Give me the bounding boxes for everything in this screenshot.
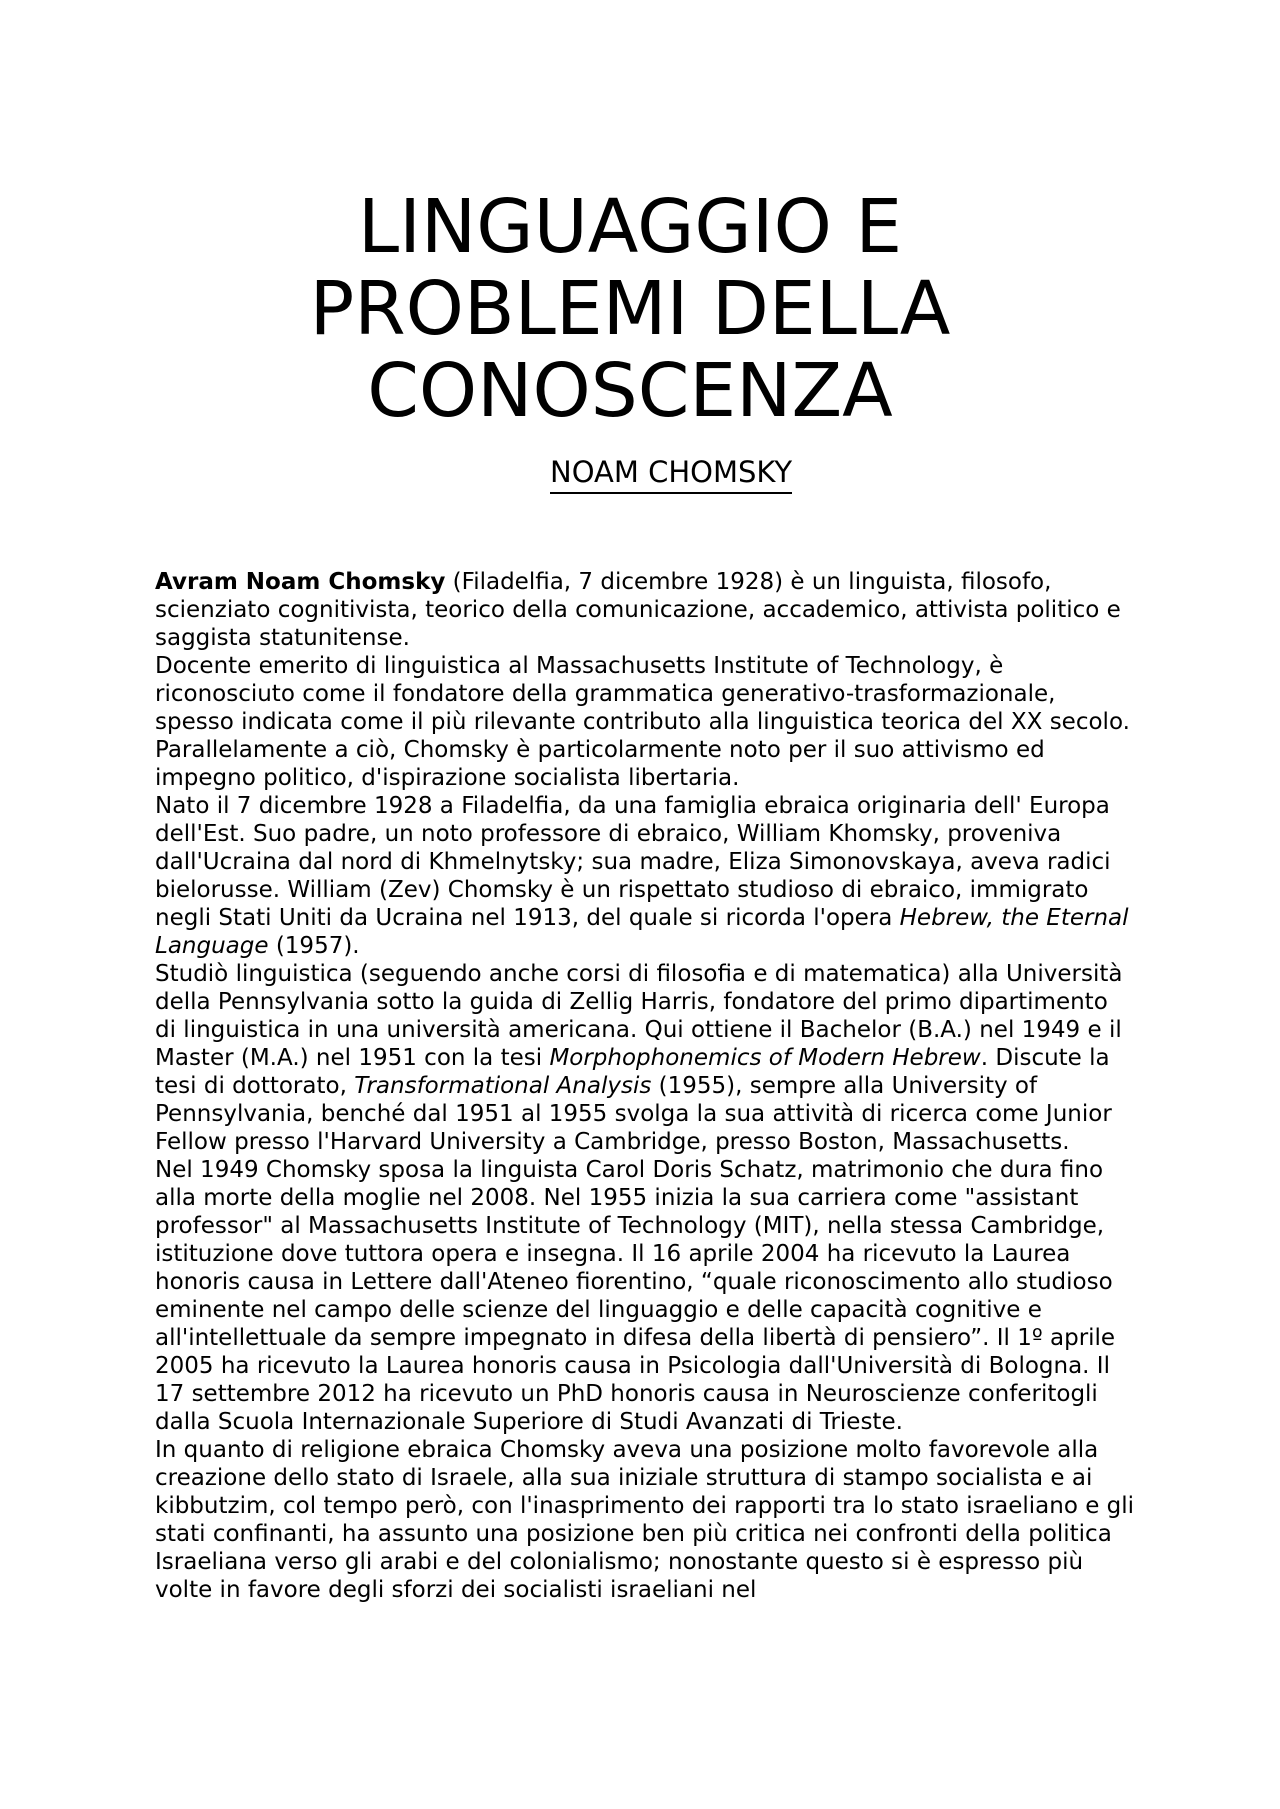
education-text-3: (1955), sempre alla University of Pennsylvania, benché dal 1951 al 1955 svolga la sua attività di ricerca come Junior Fellow presso l'Harvard University a Cambridge, presso Boston, Massachusetts. [155, 1073, 1112, 1155]
paragraph-career: Docente emerito di linguistica al Massachusetts Institute of Technology, è riconosciuto come il fondatore della grammatica generativo-trasformazionale, spesso indicata come il più rilevante contributo alla linguistica teorica del XX secolo. Parallelamente a ciò, Chomsky è particolarmente noto per il suo attivismo ed impegno politico, d'ispirazione socialista libertaria. [155, 653, 1130, 791]
body-text [155, 568, 1135, 1604]
intro-text: (Filadelfia, 7 dicembre 1928) è un linguista, filosofo, scienziato cognitivista, teorico della comunicazione, accademico, attivista politico e saggista statunitense. [155, 569, 1121, 651]
paragraph-family [155, 792, 1135, 960]
dissertation-title-italic: Transformational Analysis [354, 1073, 652, 1099]
paragraph-israel: In quanto di religione ebraica Chomsky aveva una posizione molto favorevole alla creazione dello stato di Israele, alla sua iniziale struttura di stampo socialista e ai kibbutzim, col tempo però, con l'inasprimento dei rapporti tra lo stato israeliano e gli stati confinanti, ha assunto una posizione ben più critica nei confronti della politica Israeliana verso gli arabi e del colonialismo; nonostante questo si è espresso più volte in favore degli sforzi dei socialisti israeliani nel [155, 1437, 1135, 1603]
paragraph-marriage-honors: Nel 1949 Chomsky sposa la linguista Carol Doris Schatz, matrimonio che dura fino alla morte della moglie nel 2008. Nel 1955 inizia la sua carriera come "assistant professor" al Massachusetts Institute of Technology (MIT), nella stessa Cambridge, istituzione dove tuttora opera e insegna. Il 16 aprile 2004 ha ricevuto la Laurea honoris causa in Lettere dall'Ateneo fiorentino, “quale riconoscimento allo studioso eminente nel campo delle scienze del linguaggio e delle capacità cognitive e all'intellettuale da sempre impegnato in difesa della libertà di pensiero”. Il 1º aprile 2005 ha ricevuto la Laurea honoris causa in Psicologia dall'Università di Bologna. Il 17 settembre 2012 ha ricevuto un PhD honoris causa in Neuroscienze conferitogli dalla Scuola Internazionale Superiore di Studi Avanzati di Trieste. [155, 1157, 1116, 1435]
title-line-3: CONOSCENZA [367, 348, 893, 434]
thesis-title-italic: Morphophonemics of Modern Hebrew [549, 1045, 981, 1071]
document-title [0, 186, 1260, 432]
subject-name-bold: Avram Noam Chomsky [155, 569, 446, 595]
paragraph-education [155, 960, 1135, 1156]
paragraph-intro [155, 568, 1135, 652]
title-line-1: LINGUAGGIO E [357, 184, 903, 270]
education-text-2: . Discute la tesi di dottorato, [155, 1045, 1110, 1099]
author-name: NOAM CHOMSKY [550, 454, 792, 494]
family-text: Nato il 7 dicembre 1928 a Filadelfia, da una famiglia ebraica originaria dell' Europa dell'Est. Suo padre, un noto professore di ebraico, William Khomsky, proveniva dall'Ucraina dal nord di Khmelnytsky; sua madre, Eliza Simonovskaya, aveva radici bielorusse. William (Zev) Chomsky è un rispettato studioso di ebraico, immigrato negli Stati Uniti da Ucraina nel 1913, del quale si ricorda l'opera [155, 793, 1111, 931]
family-text-end: (1957). [268, 933, 360, 959]
title-line-2: PROBLEMI DELLA [309, 266, 951, 352]
education-text: Studiò linguistica (seguendo anche corsi di filosofia e di matematica) alla Università della Pennsylvania sotto la guida di Zellig Harris, fondatore del primo dipartimento di linguistica in una università americana. Qui ottiene il Bachelor (B.A.) nel 1949 e il Master (M.A.) nel 1951 con la tesi [155, 961, 1123, 1071]
book-title-italic: Hebrew, the Eternal Language [155, 905, 1129, 959]
